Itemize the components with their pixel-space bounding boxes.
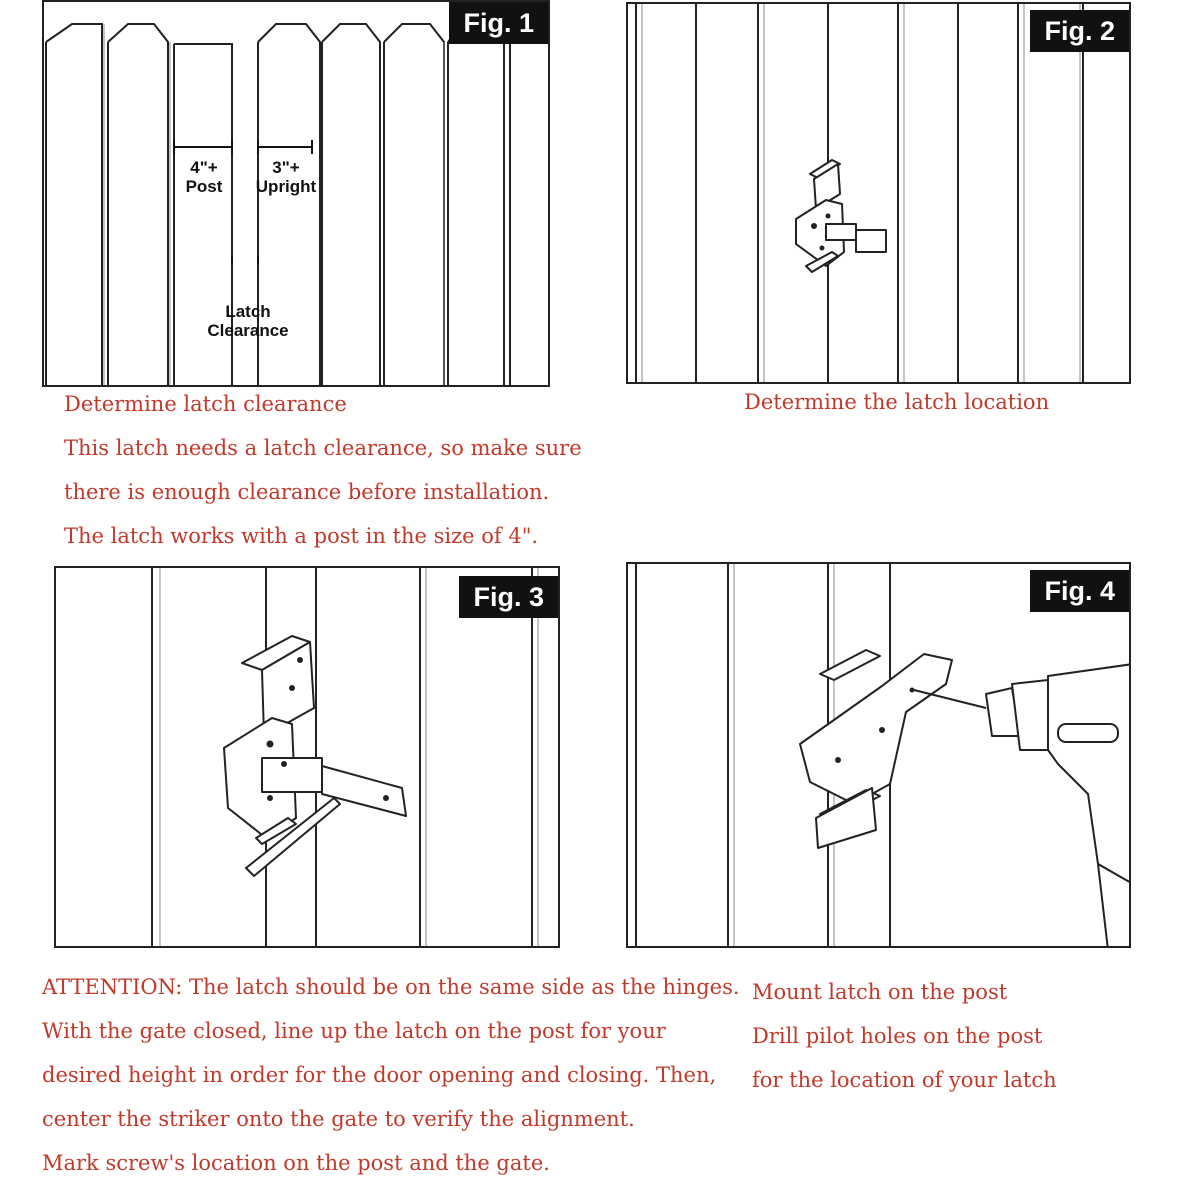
caption-line: This latch needs a latch clearance, so make sure bbox=[64, 436, 582, 460]
upright-dimension-label bbox=[254, 158, 318, 196]
caption-line: center the striker onto the gate to verify the alignment. bbox=[42, 1107, 635, 1131]
caption-line: Determine the latch location bbox=[744, 390, 1050, 414]
figure-2-caption bbox=[744, 380, 1049, 424]
post-dimension-label bbox=[176, 158, 232, 196]
figure-2-panel bbox=[626, 2, 1131, 384]
caption-line: Drill pilot holes on the post bbox=[752, 1024, 1043, 1048]
caption-line: Determine latch clearance bbox=[64, 392, 347, 416]
caption-line: Mark screw's location on the post and the gate. bbox=[42, 1151, 550, 1175]
latch-clearance-label bbox=[198, 302, 298, 340]
figure-3-panel bbox=[54, 566, 560, 948]
caption-line: for the location of your latch bbox=[752, 1068, 1057, 1092]
latch-on-fence-illustration bbox=[628, 4, 1131, 384]
upright-size: 3"+ bbox=[272, 158, 300, 177]
caption-line: Mount latch on the post bbox=[752, 980, 1008, 1004]
caption-line: desired height in order for the door opening and closing. Then, bbox=[42, 1063, 717, 1087]
figure-1-panel bbox=[42, 0, 550, 387]
latch-line1: Latch bbox=[225, 302, 271, 321]
post-size: 4"+ bbox=[190, 158, 218, 177]
caption-line: ATTENTION: The latch should be on the same side as the hinges. bbox=[42, 975, 740, 999]
caption-line: there is enough clearance before installation. bbox=[64, 480, 550, 504]
drilling-pilot-holes-illustration bbox=[628, 564, 1131, 948]
figure-3-caption bbox=[42, 965, 740, 1185]
post-label: Post bbox=[185, 177, 223, 196]
upright-label: Upright bbox=[255, 177, 317, 196]
latch-alignment-illustration bbox=[56, 568, 560, 948]
figure-4-label: Fig. 4 bbox=[1030, 570, 1129, 612]
latch-line2: Clearance bbox=[207, 321, 289, 340]
caption-line: The latch works with a post in the size of 4". bbox=[64, 524, 539, 548]
figure-2-label: Fig. 2 bbox=[1030, 10, 1129, 52]
figure-4-panel bbox=[626, 562, 1131, 948]
figure-4-caption bbox=[752, 970, 1057, 1102]
figure-1-label: Fig. 1 bbox=[449, 2, 548, 44]
caption-line: With the gate closed, line up the latch on the post for your bbox=[42, 1019, 666, 1043]
figure-1-caption bbox=[64, 382, 582, 558]
figure-3-label: Fig. 3 bbox=[459, 576, 558, 618]
